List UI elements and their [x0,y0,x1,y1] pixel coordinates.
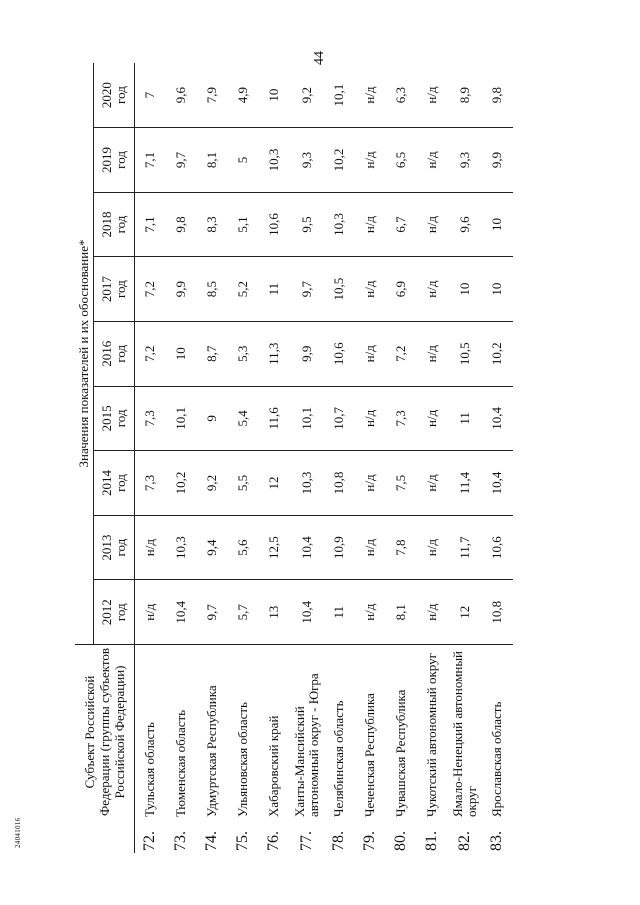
row-subject-name: Ямало-Ненецкий автономный округ [449,650,479,817]
value-cell-2012: 10,8 [482,580,513,645]
table-row [290,63,324,853]
value-cell-2018: н/д [417,192,448,257]
value-cell-2014: 10,3 [290,451,324,516]
header-year-unit: год [113,151,128,169]
value-cell-2019: 6,5 [386,128,417,193]
value-cell-2012: 11 [324,580,355,645]
header-year-2020 [94,63,135,128]
value-cell-2020: 9,8 [482,63,513,128]
value-cell-2014: 9,2 [197,451,228,516]
value-cell-2020: 7 [135,63,166,128]
value-cell-2020: 9,6 [166,63,197,128]
header-year-2016 [94,321,135,386]
value-cell-2017: 9,9 [166,257,197,322]
value-cell-2015: 9 [197,386,228,451]
row-subject-name: Челябинская область [331,700,346,817]
header-year-2019 [94,128,135,193]
value-cell-2016: 10,6 [324,321,355,386]
row-number: 79. [361,831,378,851]
value-cell-2014: 10,8 [324,451,355,516]
value-cell-2013: 7,8 [386,515,417,580]
value-cell-2018: 10,6 [259,192,290,257]
header-year-2017 [94,257,135,322]
row-number: 77. [297,831,315,851]
table-header [75,63,135,853]
value-cell-2019: 8,1 [197,128,228,193]
value-cell-2019: н/д [417,128,448,193]
value-cell-2016: 7,2 [386,321,417,386]
table-row [228,63,259,853]
value-cell-2012: н/д [355,580,386,645]
value-cell-2020: 7,9 [197,63,228,128]
value-cell-2017: 11 [259,257,290,322]
value-cell-2016: 8,7 [197,321,228,386]
value-cell-2013: н/д [355,515,386,580]
value-cell-2018: 5,1 [228,192,259,257]
value-cell-2019: 10,2 [324,128,355,193]
row-number: 73. [172,831,189,851]
value-cell-2015: 10,7 [324,386,355,451]
header-number-cell [75,819,135,853]
value-cell-2014: 10,2 [166,451,197,516]
value-cell-2016: 9,9 [290,321,324,386]
value-cell-2016: 10,2 [482,321,513,386]
value-cell-2013: 10,9 [324,515,355,580]
value-cell-2020: 10,1 [324,63,355,128]
table-row [166,63,197,853]
row-subject-name: Ханты-Мансийский автономный округ - Югра [291,673,321,817]
value-cell-2016: 10,5 [448,321,482,386]
value-cell-2018: н/д [355,192,386,257]
value-cell-2017: 6,9 [386,257,417,322]
value-cell-2017: 7,2 [135,257,166,322]
table-row [482,63,513,853]
row-subject-name: Ульяновская область [235,702,250,817]
value-cell-2016: 11,3 [259,321,290,386]
value-cell-2014: 11,4 [448,451,482,516]
value-cell-2013: 10,3 [166,515,197,580]
header-year-label: 2019 [99,146,114,173]
value-cell-2016: 7,2 [135,321,166,386]
row-subject-name: Тульская область [142,722,158,817]
value-cell-2012: н/д [135,580,166,645]
header-year-unit: год [113,409,128,428]
value-cell-2013: 9,4 [197,515,228,580]
table-row [324,63,355,853]
value-cell-2018: 9,6 [448,192,482,257]
value-cell-2016: 5,3 [228,321,259,386]
value-cell-2014: н/д [355,451,386,516]
header-subject: Субъект Российской Федерации (группы субъектов Российской Федерации) [75,645,135,820]
header-year-2013 [94,515,135,580]
document-code: 24041016 [14,817,22,848]
header-year-label: 2012 [99,599,114,626]
header-year-unit: год [113,280,128,299]
value-cell-2016: 10 [166,321,197,386]
header-year-unit: год [113,603,128,622]
value-cell-2014: 10,4 [482,451,513,516]
value-cell-2017: 10 [482,257,513,322]
header-year-label: 2015 [99,405,114,432]
value-cell-2015: 10,1 [290,386,324,451]
value-cell-2012: 10,4 [166,580,197,645]
value-cell-2013: 5,6 [228,515,259,580]
value-cell-2013: 12,5 [259,515,290,580]
page-number: 44 [312,51,327,65]
row-subject-name: Ярославская область [489,701,504,817]
table-row [386,63,417,853]
value-cell-2015: 5,4 [228,386,259,451]
value-cell-2015: н/д [355,386,386,451]
row-number: 83. [488,831,505,851]
header-year-unit: год [113,538,128,557]
header-year-2014 [94,451,135,516]
value-cell-2015: 10,4 [482,386,513,451]
header-year-label: 2018 [99,211,114,238]
row-number: 82. [455,831,473,851]
row-subject-name: Чувашская Республика [393,689,408,817]
header-year-label: 2014 [99,469,114,496]
row-number: 78. [330,831,347,851]
table-row [448,63,482,853]
value-cell-2012: 10,4 [290,580,324,645]
value-cell-2018: 9,5 [290,192,324,257]
indicators-table [75,63,513,853]
header-year-unit: год [113,344,128,363]
header-year-label: 2020 [99,82,114,109]
value-cell-2015: 11 [448,386,482,451]
row-subject-name: Чукотский автономный округ [424,653,439,817]
value-cell-2019: 10,3 [259,128,290,193]
value-cell-2015: 7,3 [135,386,166,451]
value-cell-2020: 8,9 [448,63,482,128]
table-row [197,63,228,853]
value-cell-2014: 7,3 [135,451,166,516]
value-cell-2017: н/д [417,257,448,322]
value-cell-2019: 5 [228,128,259,193]
value-cell-2012: н/д [417,580,448,645]
value-cell-2018: 6,7 [386,192,417,257]
header-year-unit: год [113,215,128,234]
row-number: 74. [203,831,220,851]
value-cell-2013: н/д [135,515,166,580]
value-cell-2015: н/д [417,386,448,451]
row-number: 75. [234,831,251,851]
value-cell-2019: н/д [355,128,386,193]
value-cell-2018: 10 [482,192,513,257]
table-row [135,63,166,853]
value-cell-2020: 4,9 [228,63,259,128]
row-number: 72. [141,831,159,851]
header-year-unit: год [113,474,128,492]
value-cell-2014: 12 [259,451,290,516]
value-cell-2012: 12 [448,580,482,645]
value-cell-2018: 8,3 [197,192,228,257]
table-row [355,63,386,853]
row-subject-name: Тюменская область [173,709,188,817]
value-cell-2020: 6,3 [386,63,417,128]
header-year-label: 2017 [99,276,114,303]
value-cell-2020: н/д [417,63,448,128]
value-cell-2017: 10 [448,257,482,322]
value-cell-2019: 7,1 [135,128,166,193]
value-cell-2019: 9,3 [448,128,482,193]
value-cell-2017: 5,2 [228,257,259,322]
value-cell-2019: 9,7 [166,128,197,193]
header-year-2012 [94,580,135,645]
row-number: 76. [265,831,282,851]
value-cell-2020: 9,2 [290,63,324,128]
value-cell-2013: н/д [417,515,448,580]
table-row [259,63,290,853]
value-cell-2015: 10,1 [166,386,197,451]
value-cell-2016: н/д [417,321,448,386]
value-cell-2015: 11,6 [259,386,290,451]
value-cell-2013: 10,6 [482,515,513,580]
value-cell-2012: 8,1 [386,580,417,645]
value-cell-2012: 5,7 [228,580,259,645]
value-cell-2012: 9,7 [197,580,228,645]
value-cell-2018: 9,8 [166,192,197,257]
value-cell-2017: 9,7 [290,257,324,322]
header-values-group: Значения показателей и их обоснование* [75,63,94,645]
header-year-label: 2013 [99,534,114,561]
header-year-unit: год [113,86,128,104]
row-number: 80. [392,831,409,851]
value-cell-2015: 7,3 [386,386,417,451]
table-row [417,63,448,853]
value-cell-2016: н/д [355,321,386,386]
row-subject-name: Хабаровский край [266,715,281,817]
row-subject-name: Удмуртская Республика [204,685,219,817]
value-cell-2020: н/д [355,63,386,128]
value-cell-2014: 5,5 [228,451,259,516]
value-cell-2017: 10,5 [324,257,355,322]
rotated-table-container [75,63,610,853]
value-cell-2018: 10,3 [324,192,355,257]
row-subject-name: Чеченская Республика [362,693,377,817]
row-number: 81. [423,831,440,851]
value-cell-2019: 9,9 [482,128,513,193]
value-cell-2018: 7,1 [135,192,166,257]
header-year-label: 2016 [99,340,114,367]
value-cell-2013: 10,4 [290,515,324,580]
value-cell-2014: 7,5 [386,451,417,516]
value-cell-2017: н/д [355,257,386,322]
value-cell-2020: 10 [259,63,290,128]
value-cell-2019: 9,3 [290,128,324,193]
value-cell-2017: 8,5 [197,257,228,322]
header-year-2015 [94,386,135,451]
value-cell-2014: н/д [417,451,448,516]
value-cell-2013: 11,7 [448,515,482,580]
header-year-2018 [94,192,135,257]
value-cell-2012: 13 [259,580,290,645]
table-body [135,63,513,853]
